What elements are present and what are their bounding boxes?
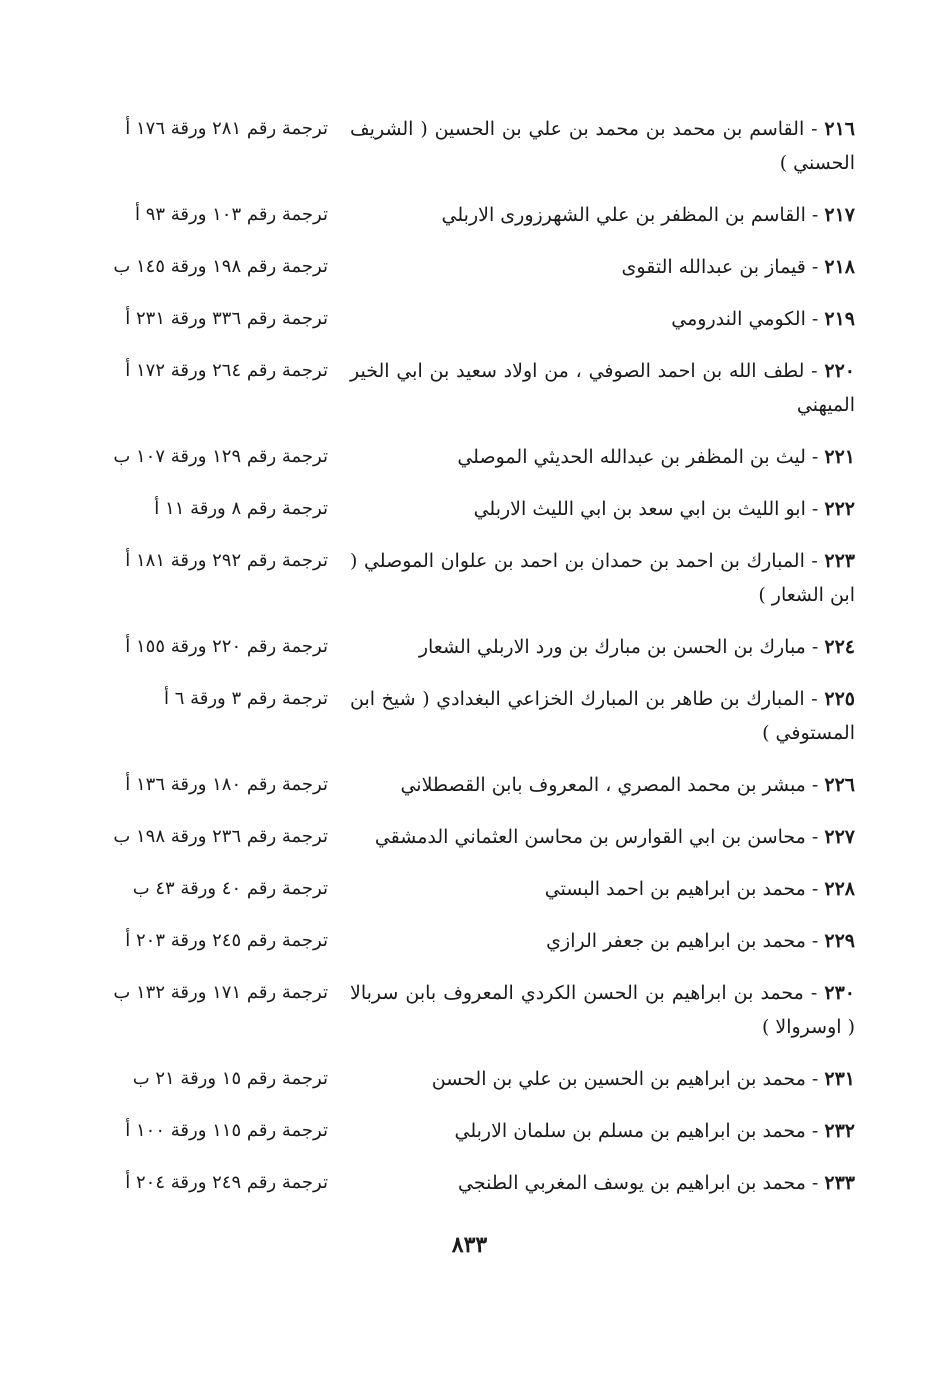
entry-name: ٢٣١ - محمد بن ابراهيم بن الحسين بن علي بن الحسن bbox=[431, 1068, 855, 1090]
index-entry bbox=[95, 302, 855, 354]
index-entry bbox=[95, 250, 855, 302]
entry-name: ٢٣٢ - محمد بن ابراهيم بن مسلم بن سلمان الاربلي bbox=[454, 1120, 855, 1142]
entry-reference: ترجمة رقم ٢٤٥ ورقة ٢٠٣ أ bbox=[125, 930, 328, 951]
index-entry bbox=[95, 440, 855, 492]
index-entry bbox=[95, 1114, 855, 1166]
index-entry bbox=[95, 924, 855, 976]
entry-name: ٢١٧ - القاسم بن المظفر بن علي الشهرزورى الاربلي bbox=[441, 204, 855, 226]
index-entry bbox=[95, 198, 855, 250]
entry-number: ٢٣٢ bbox=[824, 1120, 855, 1142]
index-entry bbox=[95, 1166, 855, 1218]
index-entry bbox=[95, 768, 855, 820]
entry-name: ٢٢٨ - محمد بن ابراهيم بن احمد البستي bbox=[544, 878, 855, 900]
entry-number: ٢٢٧ bbox=[824, 826, 855, 848]
index-entry bbox=[95, 1062, 855, 1114]
entry-text: محمد بن ابراهيم بن الحسين بن علي بن الحسن bbox=[431, 1068, 806, 1090]
entry-text: محمد بن ابراهيم بن مسلم بن سلمان الاربلي bbox=[454, 1120, 806, 1142]
entry-reference: ترجمة رقم ١٠٣ ورقة ٩٣ أ bbox=[134, 204, 328, 225]
entry-text: ليث بن المظفر بن عبدالله الحديثي الموصلي bbox=[457, 446, 806, 468]
entry-text: الكومي الندرومي bbox=[671, 308, 806, 330]
entry-text: محمد بن ابراهيم بن احمد البستي bbox=[544, 878, 806, 900]
page-number: ٨٣٣ bbox=[451, 1232, 488, 1258]
entry-text: لطف الله بن احمد الصوفي ، من اولاد سعيد بن ابي الخير الميهني bbox=[350, 360, 855, 416]
entry-reference: ترجمة رقم ١٨٠ ورقة ١٣٦ أ bbox=[125, 774, 328, 795]
entry-name: ٢٢١ - ليث بن المظفر بن عبدالله الحديثي الموصلي bbox=[457, 446, 855, 468]
entry-number: ٢٢٨ bbox=[824, 878, 855, 900]
entry-text: القاسم بن المظفر بن علي الشهرزورى الاربلي bbox=[441, 204, 806, 226]
entry-reference: ترجمة رقم ٣ ورقة ٦ أ bbox=[163, 688, 328, 709]
entry-number: ٢٢٣ bbox=[824, 550, 855, 572]
entry-number: ٢٢٦ bbox=[824, 774, 855, 796]
entry-text: محاسن بن ابي القوارس بن محاسن العثماني الدمشقي bbox=[374, 826, 806, 848]
entry-number: ٢١٦ bbox=[824, 118, 856, 140]
entry-name: ٢٢٧ - محاسن بن ابي القوارس بن محاسن العثماني الدمشقي bbox=[374, 826, 855, 848]
index-entry bbox=[95, 492, 855, 544]
entry-name: ٢٢٢ - ابو الليث بن ابي سعد بن ابي الليث الاربلي bbox=[473, 498, 855, 520]
entry-number: ٢١٨ bbox=[824, 256, 855, 278]
index-entry bbox=[95, 630, 855, 682]
entry-reference: ترجمة رقم ١٥ ورقة ٢١ ب bbox=[132, 1068, 328, 1089]
entry-reference: ترجمة رقم ٢٨١ ورقة ١٧٦ أ bbox=[125, 118, 328, 139]
index-entry bbox=[95, 976, 855, 1062]
entry-reference: ترجمة رقم ٤٠ ورقة ٤٣ ب bbox=[132, 878, 328, 899]
entry-reference: ترجمة رقم ١٢٩ ورقة ١٠٧ ب bbox=[113, 446, 328, 467]
entry-text: قيماز بن عبدالله التقوى bbox=[621, 256, 806, 278]
entry-name: ٢٢٣ - المبارك بن احمد بن حمدان بن احمد بن علوان الموصلي ( ابن الشعار ) bbox=[350, 550, 855, 606]
entry-number: ٢٢٤ bbox=[824, 636, 855, 658]
index-entry bbox=[95, 544, 855, 630]
entry-text: ابو الليث بن ابي سعد بن ابي الليث الاربلي bbox=[473, 498, 806, 520]
entry-number: ٢٣١ bbox=[824, 1068, 855, 1090]
entry-reference: ترجمة رقم ٢٣٦ ورقة ١٩٨ ب bbox=[113, 826, 328, 847]
entry-number: ٢١٧ bbox=[824, 204, 855, 226]
entry-reference: ترجمة رقم ٢٢٠ ورقة ١٥٥ أ bbox=[125, 636, 328, 657]
entry-reference: ترجمة رقم ١١٥ ورقة ١٠٠ أ bbox=[125, 1120, 328, 1141]
entry-text: المبارك بن طاهر بن المبارك الخزاعي البغدادي ( شيخ ابن المستوفي ) bbox=[350, 688, 855, 744]
index-entry bbox=[95, 872, 855, 924]
entry-text: محمد بن ابراهيم بن يوسف المغربي الطنجي bbox=[458, 1172, 806, 1194]
entry-text: مبارك بن الحسن بن مبارك بن ورد الاربلي الشعار bbox=[418, 636, 806, 658]
entry-name: ٢٢٩ - محمد بن ابراهيم بن جعفر الرازي bbox=[546, 930, 855, 952]
entry-reference: ترجمة رقم ٢٩٢ ورقة ١٨١ أ bbox=[125, 550, 328, 571]
entry-number: ٢٣٣ bbox=[824, 1172, 855, 1194]
entry-reference: ترجمة رقم ١٧١ ورقة ١٣٢ ب bbox=[113, 982, 328, 1003]
entry-number: ٢٢١ bbox=[824, 446, 855, 468]
entry-text: مبشر بن محمد المصري ، المعروف بابن القصطلاني bbox=[400, 774, 806, 796]
index-entry bbox=[95, 354, 855, 440]
entry-reference: ترجمة رقم ١٩٨ ورقة ١٤٥ ب bbox=[113, 256, 328, 277]
entry-name: ٢٢٤ - مبارك بن الحسن بن مبارك بن ورد الاربلي الشعار bbox=[418, 636, 855, 658]
entry-name: ٢٣٣ - محمد بن ابراهيم بن يوسف المغربي الطنجي bbox=[458, 1172, 855, 1194]
index-entry bbox=[95, 682, 855, 768]
entry-reference: ترجمة رقم ٨ ورقة ١١ أ bbox=[154, 498, 328, 519]
entry-number: ٢٢٢ bbox=[824, 498, 855, 520]
entry-number: ٢٢٩ bbox=[824, 930, 855, 952]
entry-number: ٢٢٥ bbox=[824, 688, 855, 710]
entry-name: ٢٢٥ - المبارك بن طاهر بن المبارك الخزاعي البغدادي ( شيخ ابن المستوفي ) bbox=[350, 688, 855, 744]
entry-text: المبارك بن احمد بن حمدان بن احمد بن علوان الموصلي ( ابن الشعار ) bbox=[350, 550, 855, 606]
entry-text: محمد بن ابراهيم بن الحسن الكردي المعروف بابن سربالا ( اوسروالا ) bbox=[350, 982, 855, 1038]
index-entries bbox=[95, 112, 855, 1218]
entry-number: ٢٣٠ bbox=[824, 982, 855, 1004]
entry-name: ٢٢٦ - مبشر بن محمد المصري ، المعروف بابن القصطلاني bbox=[400, 774, 855, 796]
entry-name: ٢٢٠ - لطف الله بن احمد الصوفي ، من اولاد سعيد بن ابي الخير الميهني bbox=[350, 360, 855, 416]
entry-number: ٢١٩ bbox=[824, 308, 855, 330]
entry-text: القاسم بن محمد بن محمد بن علي بن الحسين ( الشريف الحسني ) bbox=[350, 118, 855, 174]
index-entry bbox=[95, 112, 855, 198]
entry-number: ٢٢٠ bbox=[824, 360, 855, 382]
index-entry bbox=[95, 820, 855, 872]
entry-reference: ترجمة رقم ٣٣٦ ورقة ٢٣١ أ bbox=[125, 308, 328, 329]
entry-name: ٢١٩ - الكومي الندرومي bbox=[671, 308, 855, 330]
entry-reference: ترجمة رقم ٢٤٩ ورقة ٢٠٤ أ bbox=[125, 1172, 328, 1193]
entry-name: ٢١٦ - القاسم بن محمد بن محمد بن علي بن الحسين ( الشريف الحسني ) bbox=[350, 118, 856, 174]
entry-reference: ترجمة رقم ٢٦٤ ورقة ١٧٢ أ bbox=[125, 360, 328, 381]
entry-text: محمد بن ابراهيم بن جعفر الرازي bbox=[546, 930, 806, 952]
entry-name: ٢٣٠ - محمد بن ابراهيم بن الحسن الكردي المعروف بابن سربالا ( اوسروالا ) bbox=[350, 982, 855, 1038]
entry-name: ٢١٨ - قيماز بن عبدالله التقوى bbox=[621, 256, 855, 278]
